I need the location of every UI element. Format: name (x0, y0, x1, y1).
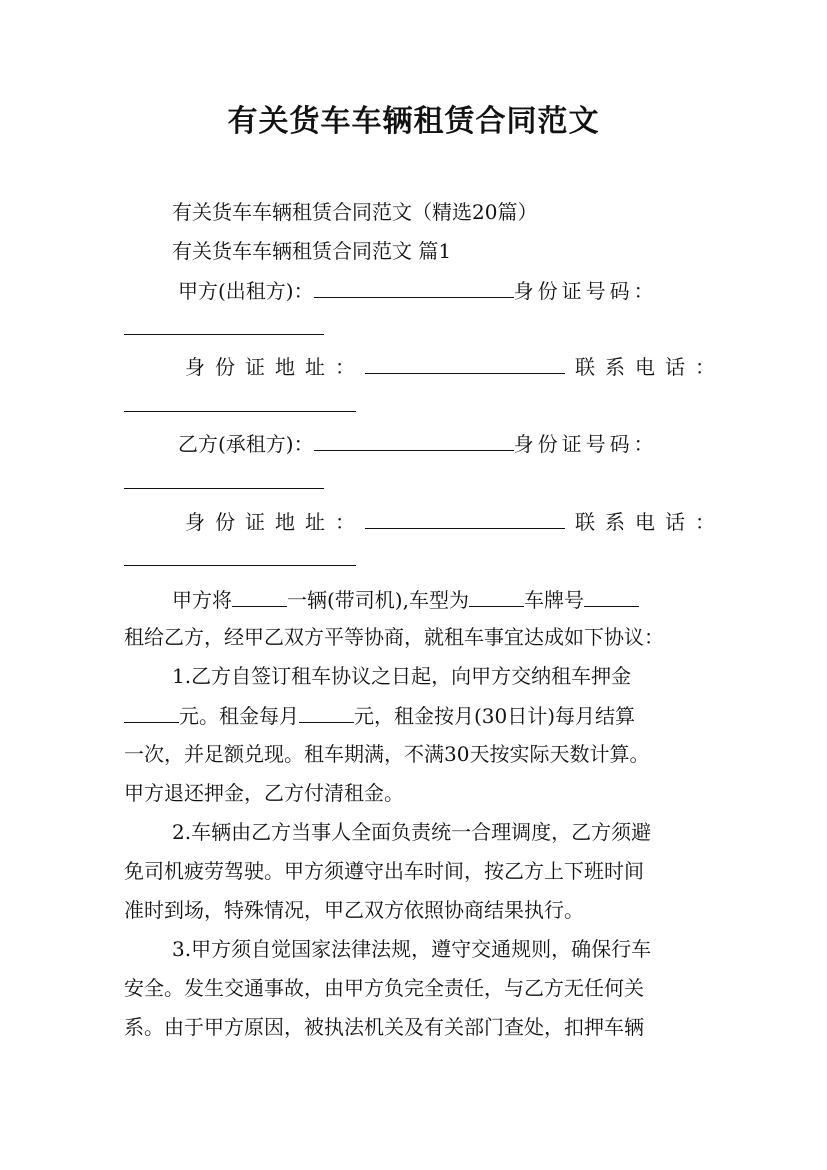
intro-blank-2 (469, 586, 524, 607)
clause1-line-4: 甲方退还押金，乙方付清租金。 (124, 781, 404, 805)
clause2-line-1: 2.车辆由乙方当事人全面负责统一合理调度，乙方须避 (172, 820, 652, 844)
party-a-phone-label: 联系电话： (575, 355, 725, 379)
party-a-row (178, 277, 658, 304)
party-a-address-label: 身份证地址： (185, 355, 365, 379)
party-b-name-blank (314, 430, 514, 451)
party-b-row (178, 430, 658, 457)
clause1-line-3: 一次，并足额兑现。租车期满，不满30天按实际天数计算。 (124, 742, 650, 766)
clause1-text-a: 元。租金每月 (179, 704, 299, 728)
document-title: 有关货车车辆租赁合同范文 (227, 104, 600, 139)
party-b-label: 乙方(承租方)： (178, 432, 314, 456)
party-b-phone-row (124, 545, 356, 572)
intro-line-1 (172, 586, 639, 613)
party-a-phone-row (124, 391, 356, 418)
clause2-line-2: 免司机疲劳驾驶。甲方须遵守出车时间，按乙方上下班时间 (124, 859, 644, 883)
clause1-line-2 (124, 702, 635, 729)
party-b-address-blank (365, 508, 565, 529)
clause2-line-3: 准时到场，特殊情况，甲乙双方依照协商结果执行。 (124, 898, 584, 922)
clause1-text-b: 元，租金按月(30日计)每月结算 (354, 704, 636, 728)
party-a-label: 甲方(出租方)： (178, 279, 314, 303)
party-a-id-row (124, 314, 324, 341)
party-a-address-row (185, 353, 725, 380)
party-a-name-blank (314, 277, 514, 298)
intro-text-1: 甲方将 (172, 588, 232, 612)
party-b-id-blank (124, 468, 324, 489)
deposit-blank (124, 702, 179, 723)
section-heading: 有关货车车辆租赁合同范文 篇1 (172, 239, 452, 263)
subtitle: 有关货车车辆租赁合同范文（精选20篇） (172, 200, 538, 224)
party-b-phone-label: 联系电话： (575, 510, 725, 534)
intro-line-2: 租给乙方，经甲乙双方平等协商，就租车事宜达成如下协议： (124, 625, 664, 649)
intro-text-2: 一辆(带司机),车型为 (287, 588, 469, 612)
party-b-id-row (124, 468, 324, 495)
party-b-address-label: 身份证地址： (185, 510, 365, 534)
intro-blank-3 (584, 586, 639, 607)
party-a-id-blank (124, 314, 324, 335)
party-a-address-blank (365, 353, 565, 374)
intro-blank-1 (232, 586, 287, 607)
party-b-address-row (185, 508, 725, 535)
intro-text-3: 车牌号 (523, 588, 584, 612)
clause3-line-1: 3.甲方须自觉国家法律法规，遵守交通规则，确保行车 (172, 937, 652, 961)
clause3-line-3: 系。由于甲方原因，被执法机关及有关部门查处，扣押车辆 (124, 1015, 644, 1039)
party-b-phone-blank (124, 545, 356, 566)
clause3-line-2: 安全。发生交通事故，由甲方负完全责任，与乙方无任何关 (124, 976, 644, 1000)
party-b-id-label: 身份证号码： (513, 432, 658, 456)
party-a-phone-blank (124, 391, 356, 412)
party-a-id-label: 身份证号码： (513, 279, 658, 303)
rent-blank (299, 702, 354, 723)
clause1-line-1: 1.乙方自签订租车协议之日起，向甲方交纳租车押金 (172, 664, 632, 688)
